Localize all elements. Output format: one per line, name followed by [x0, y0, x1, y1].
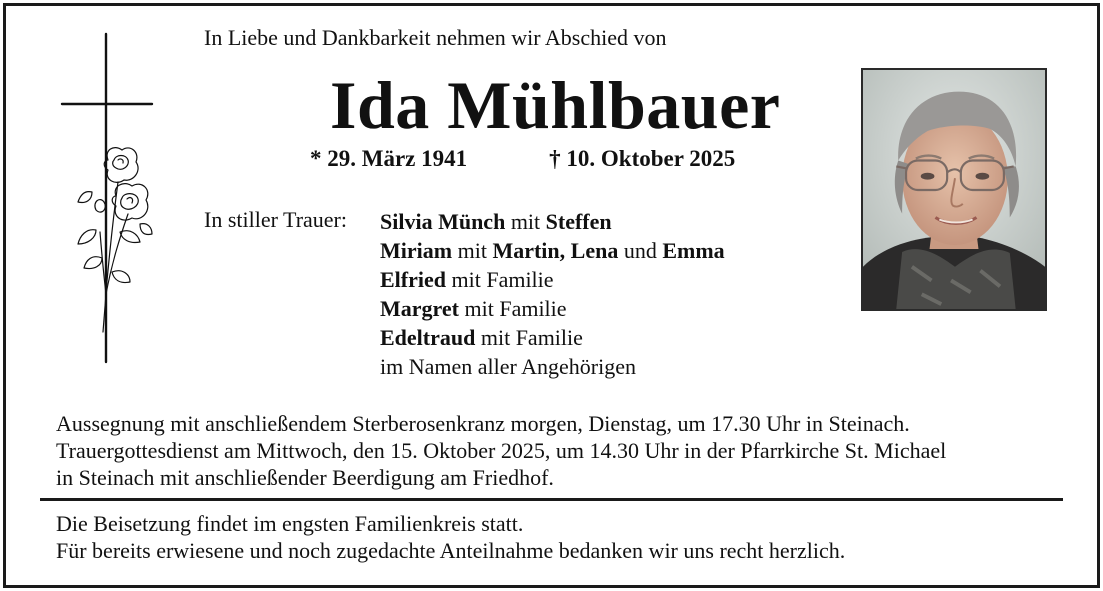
mourner-line — [380, 207, 725, 236]
cross-with-roses-icon — [56, 32, 160, 364]
footer-note — [56, 510, 845, 564]
mourners-list — [380, 207, 725, 381]
mourner-name: Martin, Lena — [492, 238, 619, 263]
intro-line: In Liebe und Dankbarkeit nehmen wir Abschied von — [204, 25, 667, 50]
mourner-text: mit Familie — [446, 267, 554, 292]
deceased-name: Ida Mühlbauer — [330, 67, 781, 143]
birth-date: * 29. März 1941 — [310, 146, 468, 171]
mourner-line — [380, 236, 725, 265]
divider-rule — [40, 498, 1063, 501]
mourner-name: Emma — [662, 238, 725, 263]
mourner-name: Elfried — [380, 267, 446, 292]
footer-line: Für bereits erwiesene und noch zugedachte Anteilnahme bedanken wir uns recht herzlich. — [56, 538, 846, 563]
mourner-text: mit — [505, 209, 546, 234]
mourner-text: im Namen aller Angehörigen — [380, 354, 636, 379]
mourner-name: Margret — [380, 296, 459, 321]
mourner-line — [380, 294, 725, 323]
portrait-photo — [861, 68, 1047, 311]
mourner-name: Edeltraud — [380, 325, 476, 350]
life-dates — [310, 146, 735, 172]
mourner-text: mit Familie — [459, 296, 567, 321]
mourner-line — [380, 323, 725, 352]
mourner-line — [380, 265, 725, 294]
service-line: in Steinach mit anschließender Beerdigung am Friedhof. — [56, 465, 554, 490]
mourner-text: mit Familie — [475, 325, 583, 350]
footer-line: Die Beisetzung findet im engsten Familienkreis statt. — [56, 511, 524, 536]
service-details — [56, 410, 946, 491]
death-date: † 10. Oktober 2025 — [549, 146, 736, 171]
service-line: Trauergottesdienst am Mittwoch, den 15. Oktober 2025, um 14.30 Uhr in der Pfarrkirche St. Michael — [56, 438, 947, 463]
mourner-text: und — [618, 238, 663, 263]
mourner-name: Silvia Münch — [380, 209, 506, 234]
mourner-name: Steffen — [545, 209, 612, 234]
service-line: Aussegnung mit anschließendem Sterberosenkranz morgen, Dienstag, um 17.30 Uhr in Steinach. — [56, 411, 910, 436]
mourner-line — [380, 352, 725, 381]
mourner-text: mit — [452, 238, 493, 263]
mourner-name: Miriam — [380, 238, 453, 263]
mourning-label: In stiller Trauer: — [204, 207, 347, 232]
